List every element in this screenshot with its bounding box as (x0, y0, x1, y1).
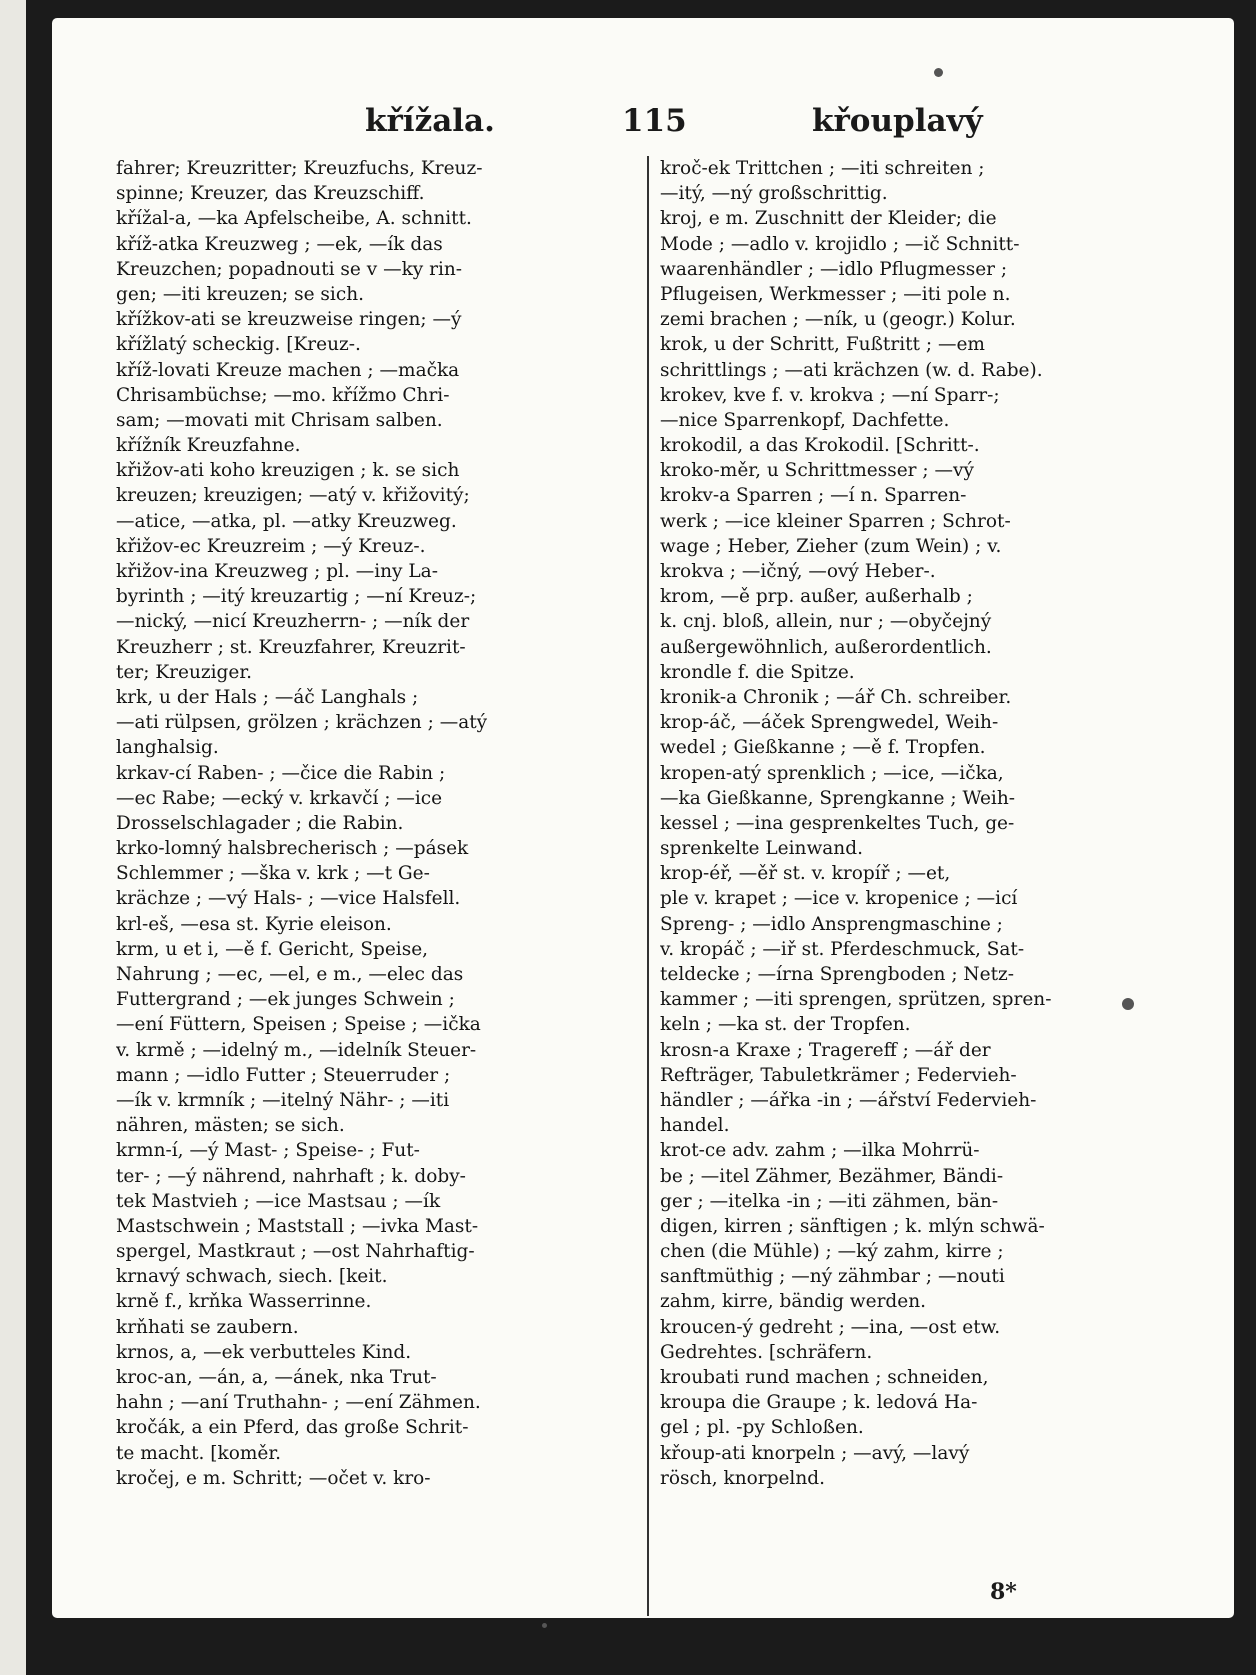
right-column-line: —nice Sparrenkopf, Dachfette. (660, 409, 950, 431)
right-column-line: Refträger, Tabuletkrämer ; Federvieh- (660, 1064, 1017, 1086)
right-column-line: Spreng- ; —idlo Ansprengmaschine ; (660, 913, 1003, 935)
right-column-line: krokev, kve f. v. krokva ; —ní Sparr-; (660, 384, 1000, 406)
right-column (660, 156, 1140, 1491)
right-column-line: krokodil, a das Krokodil. [Schritt-. (660, 435, 980, 457)
left-column-line: kročej, e m. Schritt; —očet v. kro- (116, 1467, 431, 1489)
left-column-line: sam; —movati mit Chrisam salben. (116, 409, 443, 431)
right-column-line: wedel ; Gießkanne ; —ě f. Tropfen. (660, 737, 986, 759)
left-column-line: spergel, Mastkraut ; —ost Nahrhaftig- (116, 1241, 475, 1263)
right-column-line: be ; —itel Zähmer, Bezähmer, Bändi- (660, 1165, 1004, 1187)
right-column-line: krondle f. die Spitze. (660, 661, 855, 683)
left-column-line: krkav-cí Raben- ; —čice die Rabin ; (116, 762, 446, 784)
right-column-line: kroupa die Graupe ; k. ledová Ha- (660, 1392, 978, 1414)
left-column-line: —ati rülpsen, grölzen ; krächzen ; —atý (116, 712, 488, 734)
right-column-line: waarenhändler ; —idlo Pflugmesser ; (660, 258, 1008, 280)
right-column-line: Gedrehtes. [schräfern. (660, 1341, 873, 1363)
right-column-line: kessel ; —ina gesprenkeltes Tuch, ge- (660, 812, 1015, 834)
left-column-line: Nahrung ; —ec, —el, e m., —elec das (116, 964, 464, 985)
left-column-line: krl-eš, —esa st. Kyrie eleison. (116, 913, 392, 935)
left-column-line: ter- ; —ý nährend, nahrhaft ; k. doby- (116, 1165, 466, 1187)
left-column-line: —atice, —atka, pl. —atky Kreuzweg. (116, 510, 457, 532)
right-column-line: kroko-měr, u Schrittmesser ; —vý (660, 460, 974, 482)
left-column-line: Drosselschlagader ; die Rabin. (116, 812, 404, 834)
left-column-line: krächze ; —vý Hals- ; —vice Halsfell. (116, 888, 461, 910)
right-column-line: keln ; —ka st. der Tropfen. (660, 1014, 911, 1036)
left-column-line: křížlatý scheckig. [Kreuz-. (116, 334, 361, 356)
left-column-line: krně f., krňka Wasserrinne. (116, 1291, 372, 1313)
right-column-line: gel ; pl. -py Schloßen. (660, 1417, 864, 1439)
page-number: 115 (622, 103, 687, 139)
right-column-line: zahm, kirre, bändig werden. (660, 1291, 927, 1313)
left-column-line: Futtergrand ; —ek junges Schwein ; (116, 989, 455, 1011)
ink-speck (542, 1623, 547, 1628)
column-divider (647, 156, 649, 1616)
left-column-line: te macht. [koměr. (116, 1442, 282, 1464)
left-column-line: křižov-ina Kreuzweg ; pl. —iny La- (116, 561, 438, 582)
left-column-line: krmn-í, —ý Mast- ; Speise- ; Fut- (116, 1140, 420, 1162)
right-column-line: chen (die Mühle) ; —ký zahm, kirre ; (660, 1241, 1004, 1263)
left-column-line: křižov-ati koho kreuzigen ; k. se sich (116, 460, 460, 482)
left-column-line: fahrer; Kreuzritter; Kreuzfuchs, Kreuz- (116, 158, 483, 179)
left-column-line: byrinth ; —itý kreuzartig ; —ní Kreuz-; (116, 586, 477, 608)
right-column-line: werk ; —ice kleiner Sparren ; Schrot- (660, 510, 1011, 532)
right-column-line: krokva ; —ičný, —ový Heber-. (660, 561, 936, 582)
right-column-line: händler ; —ářka -in ; —ářství Federvieh- (660, 1089, 1037, 1111)
right-column-line: kropen-atý sprenklich ; —ice, —ička, (660, 762, 1004, 784)
right-column-line: —ka Gießkanne, Sprengkanne ; Weih- (660, 787, 1016, 809)
left-column-line: kroc-an, —án, a, —ánek, nka Trut- (116, 1367, 437, 1388)
left-column-line: nähren, mästen; se sich. (116, 1115, 345, 1137)
right-column-line: kammer ; —iti sprengen, sprützen, spren- (660, 989, 1052, 1011)
right-column-line: schrittlings ; —ati krächzen (w. d. Rabe). (660, 359, 1043, 381)
ink-speck (1122, 998, 1134, 1010)
header-right-catchword: křouplavý (812, 103, 983, 139)
left-column-line: Chrisambüchse; —mo. křížmo Chri- (116, 384, 450, 406)
right-column-line: handel. (660, 1115, 730, 1137)
dictionary-page (52, 18, 1234, 1618)
left-column-line: křižov-ec Kreuzreim ; —ý Kreuz-. (116, 535, 426, 557)
right-column-line: krosn-a Kraxe ; Tragereff ; —ář der (660, 1039, 991, 1061)
left-column-line: krk, u der Hals ; —áč Langhals ; (116, 686, 419, 708)
right-column-line: kroucen-ý gedreht ; —ina, —ost etw. (660, 1316, 1001, 1338)
right-column-line: außergewöhnlich, außerordentlich. (660, 636, 992, 658)
ink-speck (934, 68, 943, 77)
right-column-line: krot-ce adv. zahm ; —ilka Mohrrü- (660, 1140, 980, 1162)
left-column-line: Schlemmer ; —ška v. krk ; —t Ge- (116, 863, 430, 885)
right-column-line: zemi brachen ; —ník, u (geogr.) Kolur. (660, 309, 1016, 331)
page-header (112, 103, 1232, 147)
right-column-line: rösch, knorpelnd. (660, 1467, 825, 1489)
right-column-line: teldecke ; —írna Sprengboden ; Netz- (660, 964, 1015, 985)
right-column-line: ple v. krapet ; —ice v. kropenice ; —icí (660, 888, 1018, 910)
left-column-line: —nický, —nicí Kreuzherrn- ; —ník der (116, 611, 470, 633)
left-column-line: langhalsig. (116, 737, 219, 759)
right-column-line: krop-áč, —áček Sprengwedel, Weih- (660, 712, 999, 734)
right-column-line: wage ; Heber, Zieher (zum Wein) ; v. (660, 535, 1002, 557)
right-column-line: kronik-a Chronik ; —ář Ch. schreiber. (660, 686, 1012, 708)
left-column-line: křížal-a, —ka Apfelscheibe, A. schnitt. (116, 208, 472, 230)
left-column-line: kreuzen; kreuzigen; —atý v. křižovitý; (116, 485, 470, 507)
signature-mark: 8* (990, 1579, 1017, 1605)
left-column-line: krňhati se zaubern. (116, 1316, 299, 1338)
left-column-line: spinne; Kreuzer, das Kreuzschiff. (116, 183, 425, 205)
left-column-line: —ec Rabe; —ecký v. krkavčí ; —ice (116, 787, 443, 809)
left-column-line: hahn ; —aní Truthahn- ; —ení Zähmen. (116, 1392, 481, 1414)
left-column-line: krm, u et i, —ě f. Gericht, Speise, (116, 938, 429, 960)
left-column-line: Mastschwein ; Maststall ; —ivka Mast- (116, 1215, 479, 1237)
right-column-line: křoup-ati knorpeln ; —avý, —lavý (660, 1442, 970, 1464)
left-column-line: mann ; —idlo Futter ; Steuerruder ; (116, 1064, 451, 1086)
left-column-line: křížkov-ati se kreuzweise ringen; —ý (116, 309, 462, 331)
left-column-line: —ík v. krmník ; —itelný Nähr- ; —iti (116, 1089, 450, 1111)
left-column-line: krko-lomný halsbrecherisch ; —pásek (116, 838, 469, 860)
left-column-line: kříž-lovati Kreuze machen ; —mačka (116, 359, 460, 381)
right-column-line: ger ; —itelka -in ; —iti zähmen, bän- (660, 1190, 999, 1212)
right-column-line: kroj, e m. Zuschnitt der Kleider; die (660, 208, 997, 230)
right-column-line: v. kropáč ; —iř st. Pferdeschmuck, Sat- (660, 938, 1025, 960)
right-column-line: krop-éř, —ěř st. v. kropíř ; —et, (660, 863, 951, 885)
left-column-line: kročák, a ein Pferd, das große Schrit- (116, 1417, 469, 1439)
left-column-line: v. krmě ; —idelný m., —idelník Steuer- (116, 1039, 477, 1061)
left-column-line: kříž-atka Kreuzweg ; —ek, —ík das (116, 233, 443, 255)
right-column-line: krok, u der Schritt, Fußtritt ; —em (660, 334, 985, 356)
right-column-line: k. cnj. bloß, allein, nur ; —obyčejný (660, 611, 992, 633)
left-column-line: Kreuzherr ; st. Kreuzfahrer, Kreuzrit- (116, 636, 466, 658)
header-left-catchword: křížala. (365, 103, 495, 139)
right-column-line: —itý, —ný großschrittig. (660, 183, 888, 205)
adjacent-page-edge (0, 0, 26, 1675)
left-column-line: Kreuzchen; popadnouti se v —ky rin- (116, 258, 463, 280)
right-column-line: krom, —ě prp. außer, außerhalb ; (660, 586, 973, 608)
left-column (116, 156, 596, 1491)
right-column-line: digen, kirren ; sänftigen ; k. mlýn schwä- (660, 1215, 1045, 1237)
left-column-line: ter; Kreuziger. (116, 661, 253, 683)
right-column-line: Mode ; —adlo v. krojidlo ; —ič Schnitt- (660, 233, 1020, 255)
left-column-line: křížník Kreuzfahne. (116, 435, 301, 457)
left-column-line: krnos, a, —ek verbutteles Kind. (116, 1341, 412, 1363)
left-column-line: krnavý schwach, siech. [keit. (116, 1266, 388, 1288)
right-column-line: kroč-ek Trittchen ; —iti schreiten ; (660, 158, 985, 179)
right-column-line: sprenkelte Leinwand. (660, 838, 863, 860)
left-column-line: —ení Füttern, Speisen ; Speise ; —ička (116, 1014, 481, 1036)
right-column-line: krokv-a Sparren ; —í n. Sparren- (660, 485, 967, 507)
right-column-line: Pflugeisen, Werkmesser ; —iti pole n. (660, 283, 1011, 305)
right-column-line: kroubati rund machen ; schneiden, (660, 1367, 989, 1388)
left-column-line: tek Mastvieh ; —ice Mastsau ; —ík (116, 1190, 441, 1212)
left-column-line: gen; —iti kreuzen; se sich. (116, 283, 364, 305)
right-column-line: sanftmüthig ; —ný zähmbar ; —nouti (660, 1266, 1005, 1288)
